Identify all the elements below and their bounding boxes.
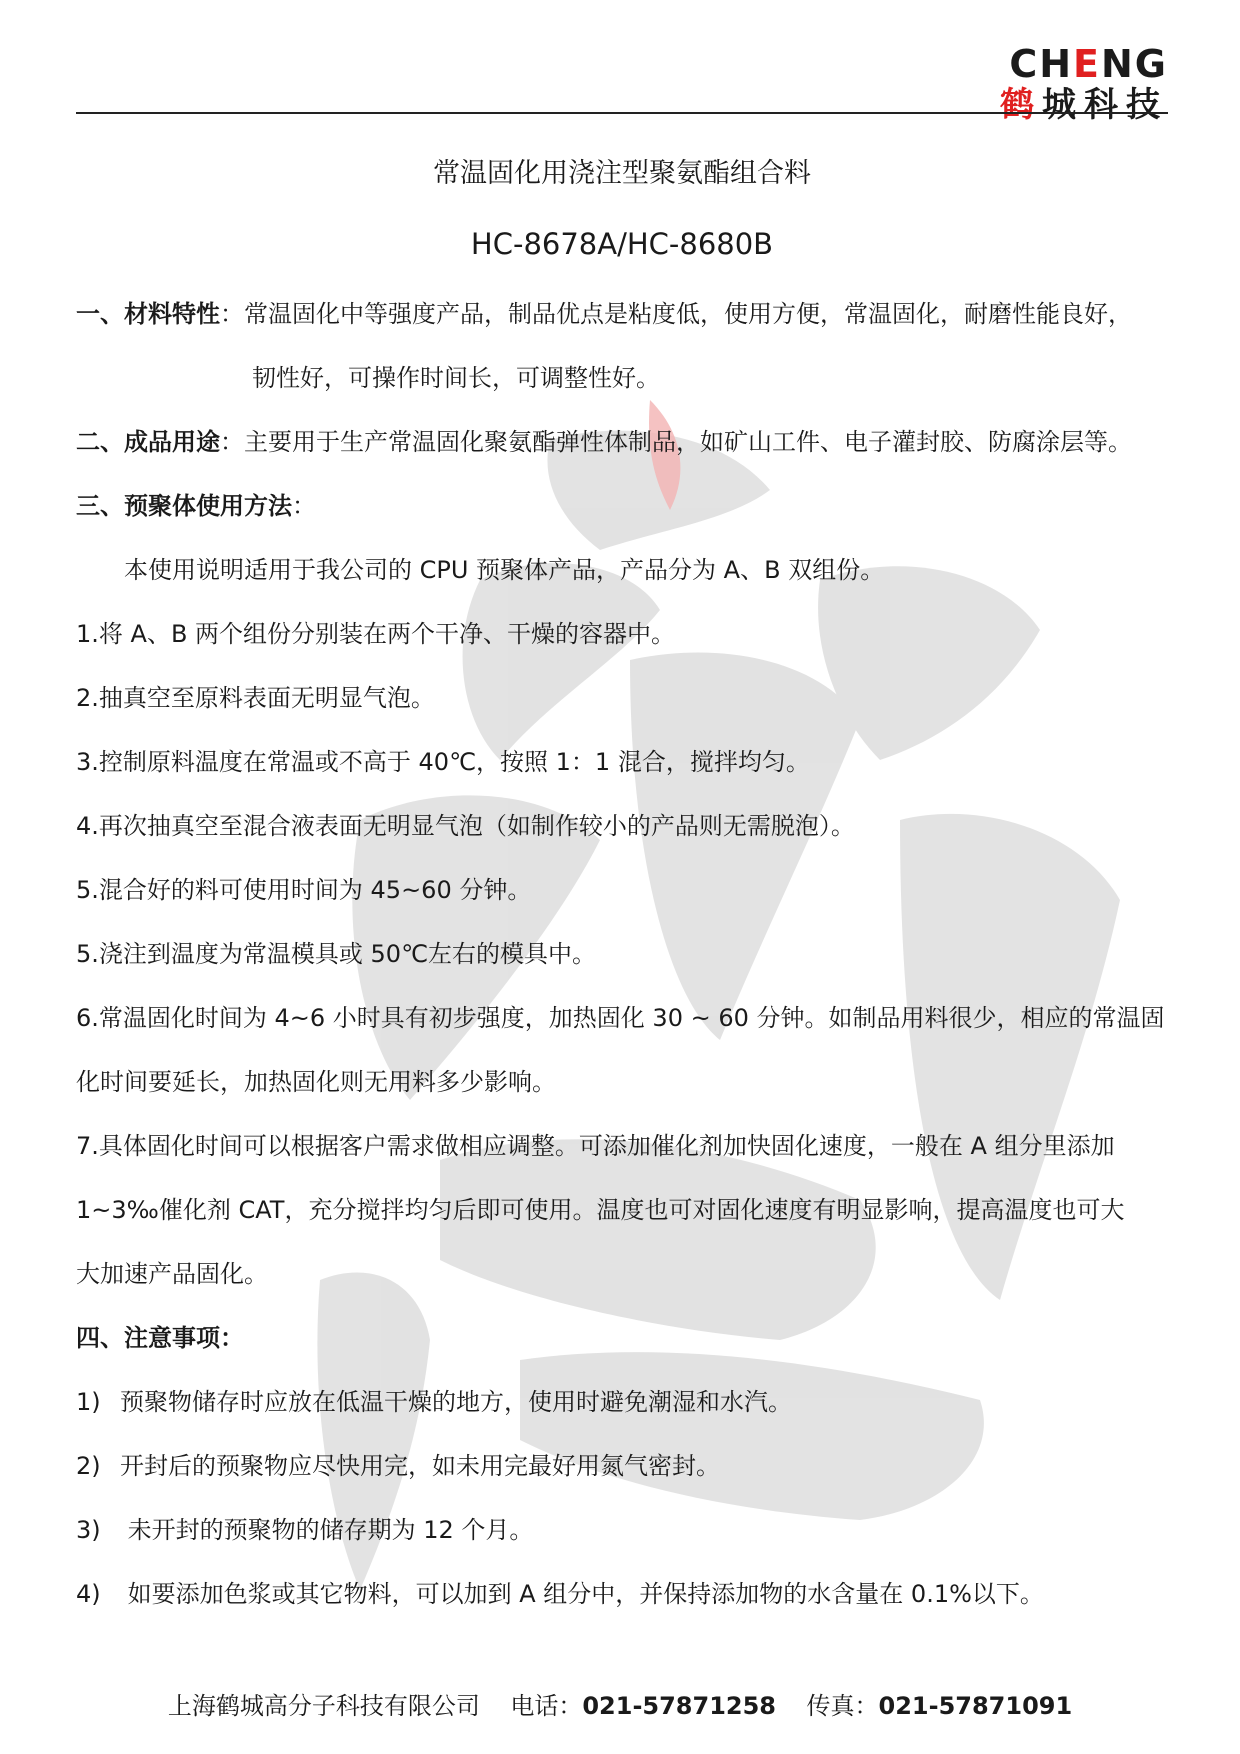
usage-step-7: 7.具体固化时间可以根据客户需求做相应调整。可添加催化剂加快固化速度，一般在 A 组分里添加 <box>76 1132 1115 1160</box>
usage-step: 1.将 A、B 两个组份分别装在两个干净、干燥的容器中。 <box>76 620 676 648</box>
usage-step: 3.控制原料温度在常温或不高于 40℃，按照 1：1 混合，搅拌均匀。 <box>76 748 810 776</box>
logo-en-accent: E <box>1073 42 1101 86</box>
logo-en-part: CH <box>1009 42 1074 86</box>
usage-step: 5.混合好的料可使用时间为 45~60 分钟。 <box>76 876 532 904</box>
precaution-item <box>76 1434 1168 1498</box>
precaution-text: 预聚物储存时应放在低温干燥的地方，使用时避免潮湿和水汽。 <box>120 1388 792 1416</box>
usage-step: 5.浇注到温度为常温模具或 50℃左右的模具中。 <box>76 940 597 968</box>
separator: ： <box>220 300 244 328</box>
page-footer <box>0 1686 1240 1721</box>
usage-step-7-cont: 大加速产品固化。 <box>76 1260 268 1288</box>
footer-tel-label: 电话： <box>510 1692 583 1720</box>
usage-step: 2.抽真空至原料表面无明显气泡。 <box>76 684 435 712</box>
usage-step-6: 6.常温固化时间为 4~6 小时具有初步强度，加热固化 30 ~ 60 分钟。如制品用料很少，相应的常温固 <box>76 1004 1165 1032</box>
logo-chinese <box>1000 86 1168 124</box>
logo-cn-accent: 鹤 <box>1000 85 1042 125</box>
usage-step: 4.再次抽真空至混合液表面无明显气泡（如制作较小的产品则无需脱泡）。 <box>76 812 855 840</box>
logo-cn-part: 城科技 <box>1042 85 1168 125</box>
footer-fax-label: 传真： <box>806 1692 879 1720</box>
section-usage-method <box>76 474 1168 538</box>
precaution-number: 3) <box>76 1516 101 1544</box>
document-body <box>76 150 1168 1626</box>
precaution-text: 如要添加色浆或其它物料，可以加到 A 组分中，并保持添加物的水含量在 0.1%以下。 <box>120 1580 1044 1608</box>
section-product-uses <box>76 410 1168 474</box>
section-text: 主要用于生产常温固化聚氨酯弹性体制品，如矿山工件、电子灌封胶、防腐涂层等。 <box>244 428 1132 456</box>
precaution-item <box>76 1370 1168 1434</box>
section-heading: 二、成品用途 <box>76 428 220 456</box>
usage-step-7-cont: 1~3‰催化剂 CAT，充分搅拌均匀后即可使用。温度也可对固化速度有明显影响，提高温度也可大 <box>76 1196 1125 1224</box>
footer-company: 上海鹤城高分子科技有限公司 <box>167 1692 480 1720</box>
section-text-continuation: 韧性好，可操作时间长，可调整性好。 <box>252 364 660 392</box>
section-material-properties <box>76 282 1168 346</box>
separator: ： <box>220 428 244 456</box>
precaution-number: 4) <box>76 1580 101 1608</box>
footer-fax: 021-57871091 <box>878 1692 1073 1720</box>
header-divider <box>76 112 1168 114</box>
logo-en-part: NG <box>1101 42 1168 86</box>
separator: ： <box>292 492 316 520</box>
logo-english <box>1000 44 1168 84</box>
product-code: HC-8678A/HC-8680B <box>470 227 774 261</box>
usage-intro: 本使用说明适用于我公司的 CPU 预聚体产品，产品分为 A、B 双组份。 <box>124 556 885 584</box>
document-title: 常温固化用浇注型聚氨酯组合料 <box>433 158 811 189</box>
precaution-item <box>76 1562 1168 1626</box>
precaution-number: 1) <box>76 1388 101 1416</box>
usage-step-6-cont: 化时间要延长，加热固化则无用料多少影响。 <box>76 1068 556 1096</box>
precaution-text: 开封后的预聚物应尽快用完，如未用完最好用氮气密封。 <box>120 1452 720 1480</box>
section-heading: 三、预聚体使用方法 <box>76 492 292 520</box>
footer-tel: 021-57871258 <box>582 1692 776 1720</box>
section-text: 常温固化中等强度产品，制品优点是粘度低，使用方便，常温固化，耐磨性能良好， <box>244 300 1132 328</box>
section-heading: 一、材料特性 <box>76 300 220 328</box>
precaution-number: 2) <box>76 1452 101 1480</box>
section-precautions-heading: 四、注意事项： <box>76 1324 244 1352</box>
precaution-item <box>76 1498 1168 1562</box>
precaution-text: 未开封的预聚物的储存期为 12 个月。 <box>120 1516 534 1544</box>
